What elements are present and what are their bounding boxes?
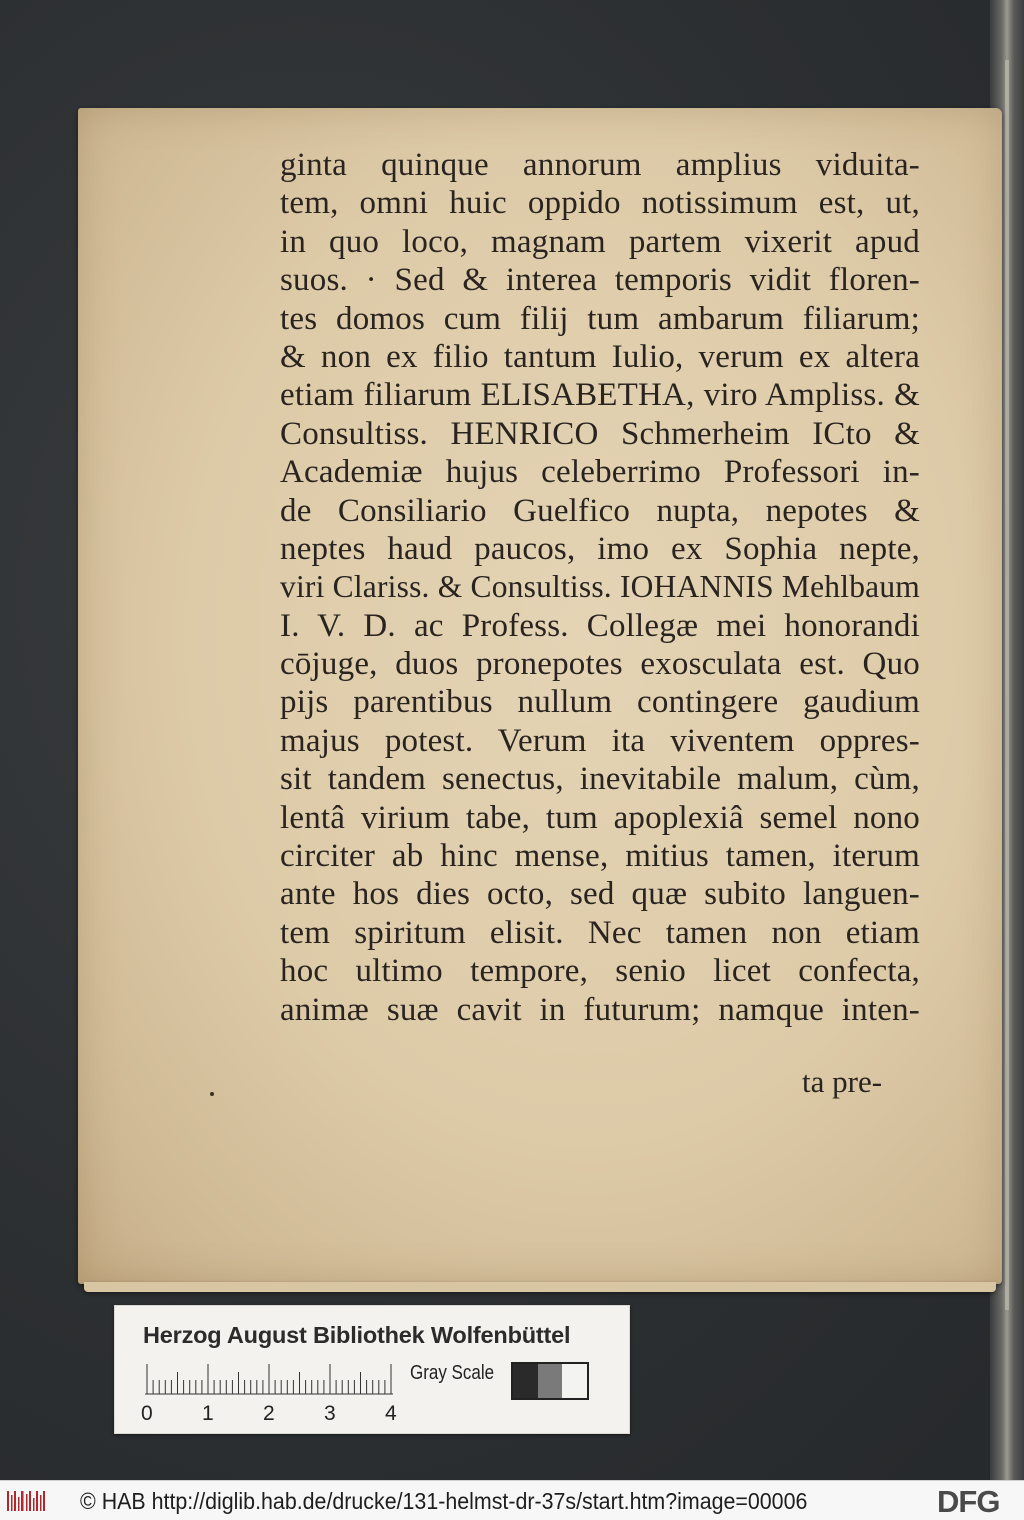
text-line: hoc ultimo tempore, senio licet confecta, xyxy=(280,953,920,990)
ruler-number: 2 xyxy=(263,1402,275,1425)
text-line: majus potest. Verum ita viventem oppres- xyxy=(280,722,920,759)
text-line: Consultiss. HENRICO Schmerheim ICto & xyxy=(280,415,920,452)
page-text xyxy=(280,146,920,1029)
source-link[interactable]: © HAB http://diglib.hab.de/drucke/131-helmst-dr-37s/start.htm?image=00006 xyxy=(80,1488,808,1514)
footer-bar xyxy=(0,1480,1024,1520)
gray-scale-swatches xyxy=(511,1362,589,1400)
text-line: tes domos cum filij tum ambarum filiarum; xyxy=(280,300,920,337)
gray-swatch xyxy=(562,1364,587,1398)
catchword: ta pre- xyxy=(802,1064,883,1099)
ruler-number: 1 xyxy=(202,1402,214,1425)
ruler-number: 3 xyxy=(324,1402,336,1425)
hab-barcode-logo-icon xyxy=(6,1489,46,1513)
library-name: Herzog August Bibliothek Wolfenbüttel xyxy=(143,1322,571,1348)
text-line: Academiæ hujus celeberrimo Professori in- xyxy=(280,454,920,491)
text-line: I. V. D. ac Profess. Collegæ mei honorandi xyxy=(280,607,920,644)
ruler-scale xyxy=(145,1360,395,1400)
dfg-logo: DFG xyxy=(937,1484,1000,1519)
ruler-numbers xyxy=(137,1402,437,1428)
gray-scale-label: Gray Scale xyxy=(410,1362,495,1384)
gray-swatch xyxy=(538,1364,563,1398)
text-line: ginta quinque annorum amplius viduita- xyxy=(280,147,920,183)
text-line: pijs parentibus nullum contingere gaudium xyxy=(280,684,920,721)
text-line: tem spiritum elisit. Nec tamen non etiam xyxy=(280,914,920,951)
text-line: animæ suæ cavit in futurum; namque inten- xyxy=(280,991,920,1028)
gray-swatch xyxy=(513,1364,538,1398)
text-line: sit tandem senectus, inevitabile malum, cùm, xyxy=(280,761,920,798)
text-line: de Consiliario Guelfico nupta, nepotes & xyxy=(280,492,920,529)
text-line: cōjuge, duos pronepotes exosculata est. Quo xyxy=(280,646,920,683)
text-line: in quo loco, magnam partem vixerit apud xyxy=(280,223,920,260)
text-line: neptes haud paucos, imo ex Sophia nepte, xyxy=(280,530,920,567)
text-line: ante hos dies octo, sed quæ subito languen- xyxy=(280,876,920,913)
text-line: tem, omni huic oppido notissimum est, ut, xyxy=(280,185,920,222)
ink-spot xyxy=(210,1092,214,1096)
text-line: viri Clariss. & Consultiss. IOHANNIS Mehlbaum xyxy=(280,569,920,605)
text-line: suos. · Sed & interea temporis vidit floren- xyxy=(280,262,920,299)
calibration-card xyxy=(114,1305,630,1434)
text-line: circiter ab hinc mense, mitius tamen, iterum xyxy=(280,838,920,875)
text-line: & non ex filio tantum Iulio, verum ex altera xyxy=(280,338,920,375)
book-page-edge xyxy=(1005,60,1009,1310)
ruler-number: 4 xyxy=(385,1402,397,1425)
ruler-number: 0 xyxy=(141,1402,153,1425)
text-line: lentâ virium tabe, tum apoplexiâ semel nono xyxy=(280,799,920,836)
text-line: etiam filiarum ELISABETHA, viro Ampliss. & xyxy=(280,377,920,414)
